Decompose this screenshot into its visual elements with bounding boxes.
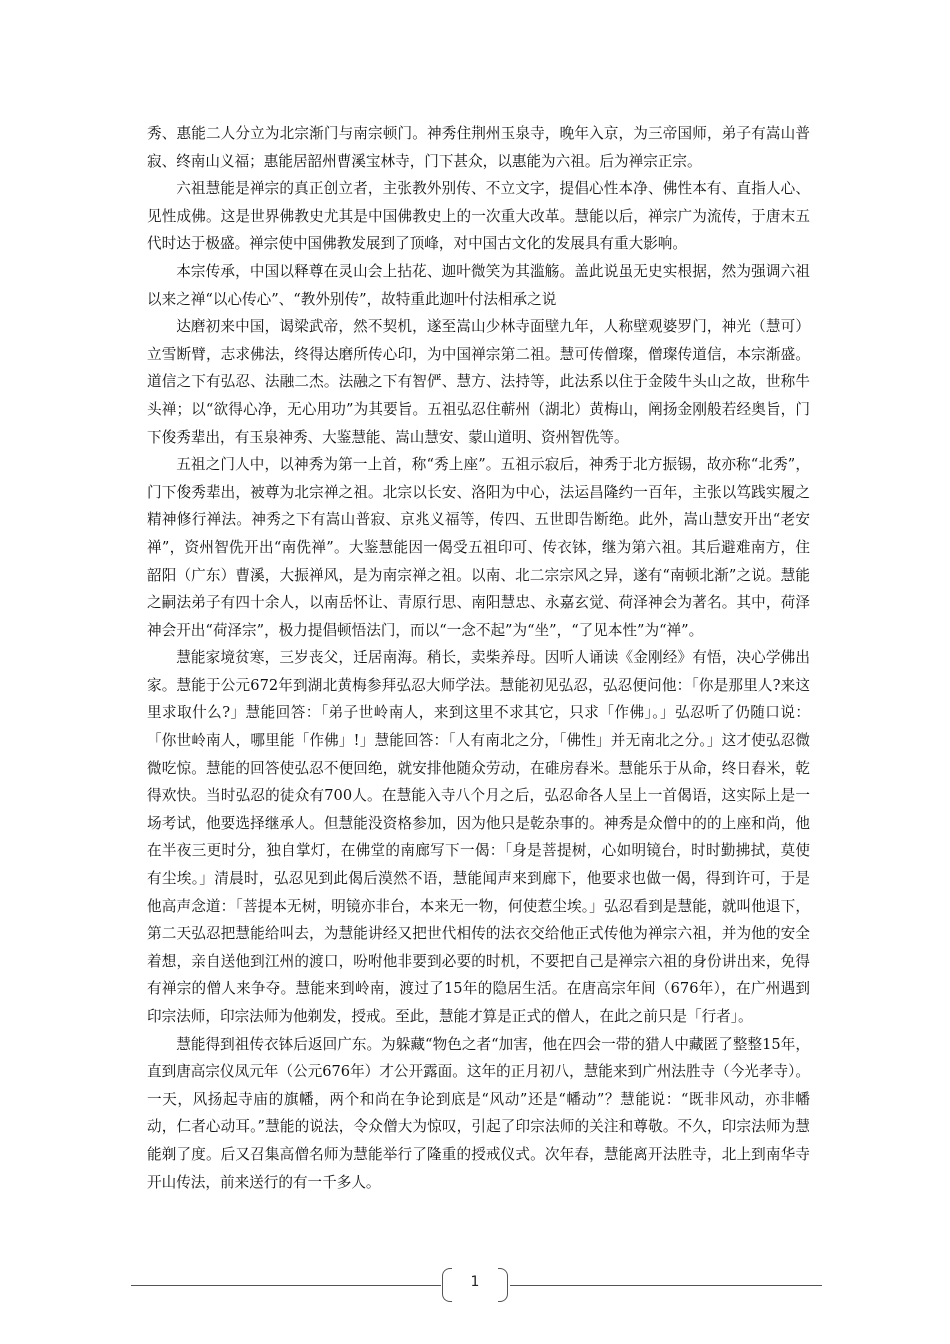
paragraph-lineage-origin: 本宗传承，中国以释尊在灵山会上拈花、迦叶微笑为其滥觞。盖此说虽无史实根据，然为强调六祖以来之禅“以心传心”、“教外别传”，故特重此迦叶付法相承之说: [147, 262, 810, 308]
paragraph-return-to-guangdong: 慧能得到祖传衣钵后返回广东。为躲藏“物色之者“加害，他在四会一带的猎人中藏匿了整整15年，直到唐高宗仪凤元年（公元676年）才公开露面。这年的正月初八，慧能来到广州法胜寺（今光孝寺）。一天，风扬起寺庙的旗幡，两个和尚在争论到底是“风动”还是“幡动”？慧能说：“既非风动，亦非幡动，仁者心动耳。”慧能的说法，令众僧大为惊叹，引起了印宗法师的关注和尊敬。不久，印宗法师为慧能剃了度。后又召集高僧名师为慧能举行了隆重的授戒仪式。次年春，慧能离开法胜寺，北上到南华寺开山传法，前来送行的有一千多人。: [147, 1035, 810, 1191]
document-body: [147, 120, 810, 1196]
footer-rule-left: [131, 1285, 441, 1286]
paragraph-fifth-patriarch-disciples: 五祖之门人中，以神秀为第一上首，称“秀上座”。五祖示寂后，神秀于北方振锡，故亦称“北秀”，门下俊秀辈出，被尊为北宗禅之祖。北宗以长安、洛阳为中心，法运昌隆约一百年，主张以笃践实履之精神修行禅法。神秀之下有嵩山普寂、京兆义福等，传四、五世即告断绝。此外，嵩山慧安开出“老安禅”，资州智侁开出“南侁禅”。大鉴慧能因一偈受五祖印可、传衣钵，继为第六祖。其后避难南方，住韶阳（广东）曹溪，大振禅风，是为南宗禅之祖。以南、北二宗宗风之异，遂有“南顿北渐”之说。慧能之嗣法弟子有四十余人，以南岳怀让、青原行思、南阳慧忠、永嘉玄觉、荷泽神会为著名。其中，荷泽神会开出“荷泽宗”，极力提倡顿悟法门，而以“一念不起”为“坐”，“了见本性”为“禅”。: [147, 456, 810, 639]
footer-bracket-right: [498, 1268, 508, 1302]
paragraph-continuation: 秀、惠能二人分立为北宗渐门与南宗顿门。神秀住荆州玉泉寺，晚年入京，为三帝国师，弟子有嵩山普寂、终南山义福；惠能居韶州曹溪宝林寺，门下甚众，以惠能为六祖。后为禅宗正宗。: [147, 125, 810, 170]
paragraph-bodhidharma: 达磨初来中国，谒梁武帝，然不契机，遂至嵩山少林寺面壁九年，人称壁观婆罗门，神光（慧可）立雪断臂，志求佛法，终得达磨所传心印，为中国禅宗第二祖。慧可传僧璨，僧璨传道信，本宗渐盛。道信之下有弘忍、法融二杰。法融之下有智俨、慧方、法持等，此法系以住于金陵牛头山之故，世称牛头禅；以“欲得心净，无心用功”为其要旨。五祖弘忍住蕲州（湖北）黄梅山，阐扬金刚般若经奥旨，门下俊秀辈出，有玉泉神秀、大鉴慧能、嵩山慧安、蒙山道明、资州智侁等。: [147, 318, 810, 446]
footer-bracket-left: [442, 1268, 452, 1302]
paragraph-huineng-founder: 六祖慧能是禅宗的真正创立者，主张教外别传、不立文字，提倡心性本净、佛性本有、直指人心、见性成佛。这是世界佛教史尤其是中国佛教史上的一次重大改革。慧能以后，禅宗广为流传，于唐末五代时达于极盛。禅宗使中国佛教发展到了顶峰，对中国古文化的发展具有重大影响。: [147, 180, 810, 253]
page-footer: [0, 1266, 950, 1306]
footer-rule-right: [510, 1285, 822, 1286]
paragraph-huineng-biography: 慧能家境贫寒，三岁丧父，迁居南海。稍长，卖柴养母。因听人诵读《金刚经》有悟，决心学佛出家。慧能于公元672年到湖北黄梅参拜弘忍大师学法。慧能初见弘忍，弘忍便问他：「你是那里人?来这里求取什么?」慧能回答：「弟子世岭南人，来到这里不求其它，只求「作佛」。」弘忍听了仍随口说：「你世岭南人，哪里能「作佛」!」慧能回答：「人有南北之分，「佛性」并无南北之分。」这才使弘忍微微吃惊。慧能的回答使弘忍不便回绝，就安排他随众劳动，在碓房舂米。慧能乐于从命，终日舂米，乾得欢快。当时弘忍的徒众有700人。在慧能入寺八个月之后，弘忍命各人呈上一首偈语，这实际上是一场考试，他要选择继承人。但慧能没资格参加，因为他只是乾杂事的。神秀是众僧中的的上座和尚，他在半夜三更时分，独自掌灯，在佛堂的南廊写下一偈：「身是菩提树，心如明镜台，时时勤拂拭，莫使有尘埃。」清晨时，弘忍见到此偈后漠然不语，慧能闻声来到廊下，他要求也做一偈，得到许可，于是他高声念道：「菩提本无树，明镜亦非台，本来无一物，何使惹尘埃。」弘忍看到是慧能，就叫他退下，第二天弘忍把慧能给叫去，为慧能讲经又把世代相传的法衣交给他正式传他为禅宗六祖，并为他的安全着想，亲自送他到江州的渡口，吩咐他非要到必要的时机，不要把自己是禅宗六祖的身份讲出来，免得有禅宗的僧人来争夺。慧能来到岭南，渡过了15年的隐居生活。在唐高宗年间（676年），在广州遇到印宗法师，印宗法师为他剃发，授戒。至此，慧能才算是正式的僧人，在此之前只是「行者」。: [147, 649, 810, 1025]
page-number: 1: [470, 1274, 480, 1290]
